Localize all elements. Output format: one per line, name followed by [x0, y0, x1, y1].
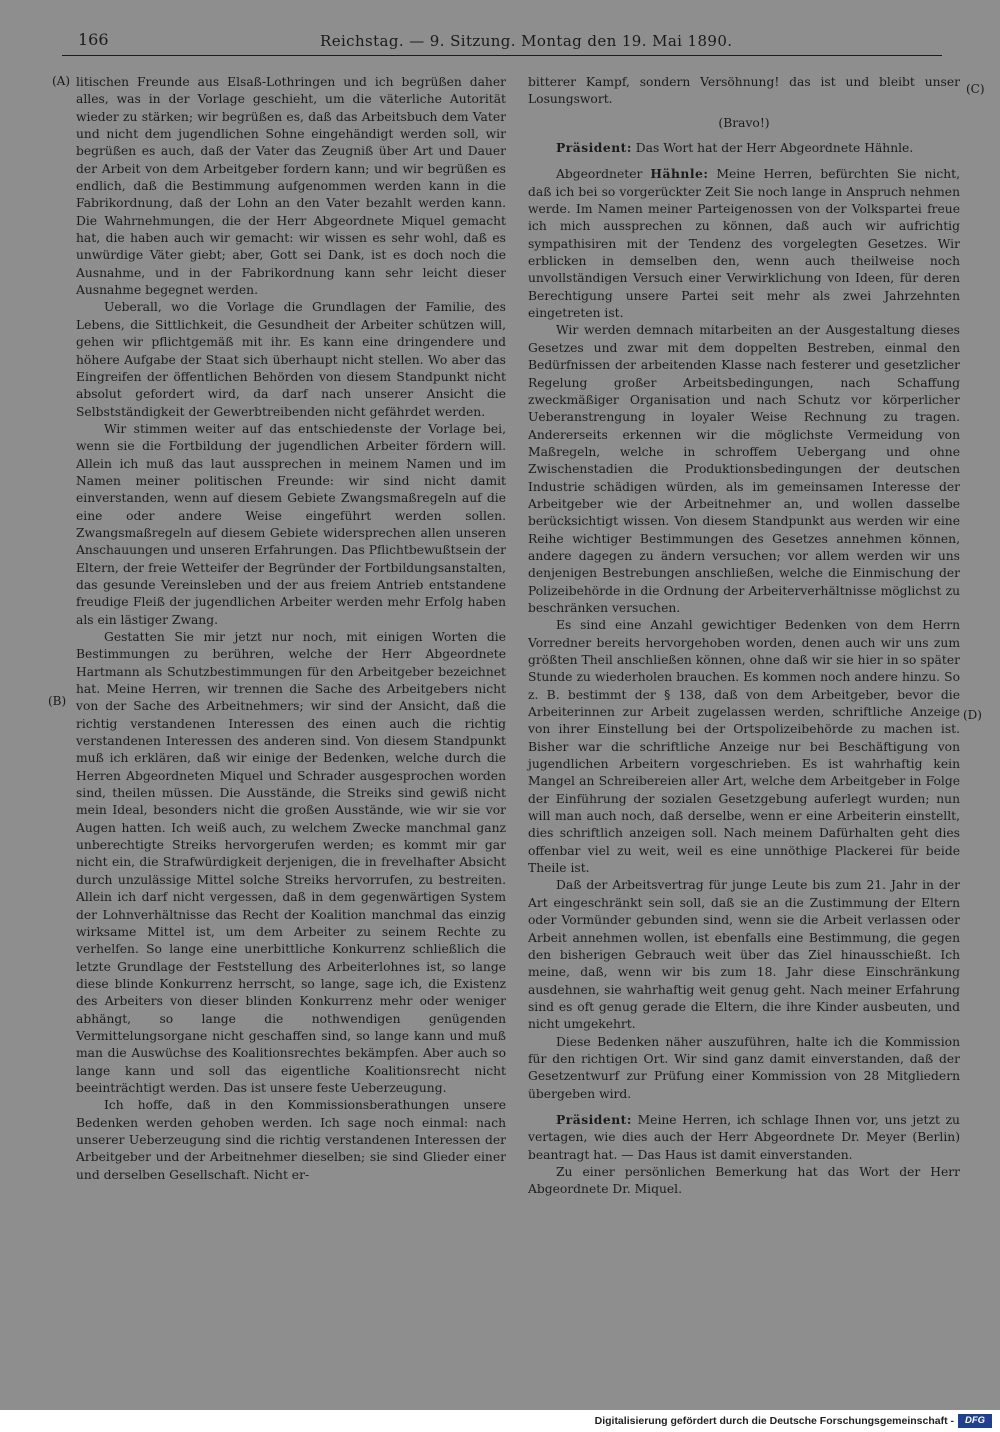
- closing-paragraph: Zu einer persönlichen Bemerkung hat das Wort der Herr Abgeordnete Dr. Miquel.: [528, 1164, 960, 1197]
- funding-notice: Digitalisierung gefördert durch die Deutsche Forschungsgemeinschaft -: [594, 1415, 954, 1427]
- margin-mark-c: (C): [966, 82, 985, 96]
- margin-mark-b: (B): [48, 694, 67, 708]
- left-paragraph-4: Gestatten Sie mir jetzt nur noch, mit einigen Worten die Bestimmungen zu berühren, welche der Herr Abgeordnete Hartmann als Schutzbestimmungen für den Arbeitgeber bezeichnet hat. Meine Herren, wir trennen die Sache des Arbeitgebers nicht von der Sache des Arbeitnehmers; wir sind der Ansicht, daß die richtig verstandenen Interessen des einen auch die richtig verstandenen Interessen des anderen sind. Von diesem Standpunkt muß ich erklären, daß wir einige der Bedenken, welche durch die Herren Abgeordneten Miquel und Schrader ausgesprochen worden sind, theilen müssen. Die Ausstände, die Streiks sind gewiß nicht mein Ideal, besonders nicht die großen Ausstände, wie wir sie vor Augen hatten. Ich weiß auch, zu welchem Zwecke manchmal ganz unberechtigte Streiks hervorgerufen werden; es kommt mir gar nicht ein, die Strafwürdigkeit derjenigen, die in frevelhafter Absicht durch unzulässige Mittel solche Streiks hervorrufen, zu bestreiten. Allein ich darf nicht vergessen, daß in dem gegenwärtigen System der Lohnverhältnisse das Recht der Koalition manchmal das einzig wirksame Mittel ist, um dem Arbeiter zu seinem Rechte zu verhelfen. So lange eine unerbittliche Konkurrenz schließlich die letzte Grundlage der Feststellung des Arbeiterlohnes ist, so lange diese blinde Konkurrenz herrscht, so lange, sage ich, die Existenz des Arbeiters von dieser blinden Konkurrenz mehr oder weniger abhängt, so lange die nothwendigen genügenden Vermittelungsorgane nicht geschaffen sind, so lange kann und muß man die Auswüchse des Koalitionsrechtes bekämpfen. Aber auch so lange kann und soll das eigentliche Koalitionsrecht nicht beeinträchtigt werden. Das ist unsere feste Ueberzeugung.: [76, 630, 506, 1095]
- applause-note: (Bravo!): [718, 115, 770, 130]
- right-paragraph-1: Wir werden demnach mitarbeiten an der Ausgestaltung dieses Gesetzes und zwar mit dem doppelten Bestreben, einmal den Bedürfnissen der arbeitenden Klasse nach festerer und gesetzlicher Regelung großer Arbeitsbedingungen, nach Schaffung zweckmäßiger Organisation und nach Schutz vor körperlicher Ueberanstrengung in loyaler Weise Rechnung zu tragen. Andererseits erkennen wir die möglichste Vermeidung von Maßregeln, welche in schroffem Uebergang und ohne Zwischenstadien die Produktionsbedingungen der deutschen Industrie schädigen würden, als im gemeinsamen Interesse der Arbeitgeber wie der Arbeitnehmer an, und wollen dasselbe berücksichtigt wissen. Von diesem Standpunkt aus werden wir eine Reihe wichtiger Bestimmungen des Gesetzes annehmen können, andere dagegen zu ändern versuchen; vor allem werden wir uns denjenigen Bestrebungen anschließen, welche die Einmischung der Polizeibehörde in die Ordnung der Arbeiterverhältnisse möglichst zu beschränken versuchen.: [528, 323, 960, 615]
- president-statement-1-text: Das Wort hat der Herr Abgeordnete Hähnle.: [635, 141, 914, 156]
- margin-mark-a: (A): [52, 74, 71, 88]
- page-header: [62, 30, 942, 56]
- page-number: 166: [78, 30, 109, 49]
- running-title: Reichstag. — 9. Sitzung. Montag den 19. Mai 1890.: [320, 32, 733, 50]
- right-paragraph-2: Es sind eine Anzahl gewichtiger Bedenken von dem Herrn Vorredner bereits hervorgehoben worden, denen auch wir uns zum größten Theil anschließen können, ohne daß wir sie hier in so später Stunde zu wiederholen brauchen. Es kommen noch andere hinzu. So z. B. bestimmt der § 138, daß von dem Arbeitgeber, bevor die Arbeiterinnen zur Arbeit zugelassen werden, schriftliche Anzeige von ihrer Einstellung bei der Ortspolizeibehörde zu machen ist. Bisher war die schriftliche Anzeige nur bei Beschäftigung von jugendlichen Arbeitern vorgeschrieben. Es ist wahrhaftig kein Mangel an Schreibereien aller Art, welche dem Arbeitgeber in Folge der Einführung der sozialen Gesetzgebung auferlegt wurden; nun will man auch noch, daß derselbe, wenn er eine Arbeiterin einstellt, dies schriftlich anzeigen soll. Nach meinem Dafürhalten geht dies offenbar viel zu weit, weil es eine unnöthige Plackerei für beide Theile ist.: [528, 618, 960, 876]
- right-column: [528, 74, 960, 1199]
- president-statement-1: [528, 139, 960, 157]
- president-statement-2-text: Meine Herren, ich schlage Ihnen vor, uns jetzt zu vertagen, wie dies auch der Herr Abgeordnete Dr. Meyer (Berlin) beantragt hat. — Das Haus ist damit einverstanden.: [528, 1112, 960, 1162]
- speaker-intro-paragraph: [528, 165, 960, 322]
- speaker-label-haehnle: Hähnle:: [650, 166, 709, 182]
- speaker-label-president-2: Präsident:: [556, 1111, 632, 1127]
- president-statement-2: [528, 1111, 960, 1164]
- left-paragraph-1: litischen Freunde aus Elsaß-Lothringen und ich begrüßen daher alles, was in der Vorlage geschieht, um die väterliche Autorität wieder zu stärken; wir begrüßen es, daß das Arbeitsbuch dem Vater und nicht dem jugendlichen Sohne eingehändigt werden soll, wir begrüßen es auch, daß der Vater das Zeugniß über Art und Dauer der Arbeit von dem Arbeitgeber fordern kann; und wir begrüßen es endlich, daß die Bestimmung aufgenommen werden kann in die Fabrikordnung, daß der Lohn an den Vater bezahlt werden kann. Die Wahrnehmungen, die der Herr Abgeordnete Miquel gemacht hat, die haben auch wir gemacht: wir wissen es sehr wohl, daß es unwürdige Väter giebt; aber, Gott sei Dank, ist es doch noch die Ausnahme, und in der Fabrikordnung kann sehr leicht dieser Ausnahme begegnet werden.: [76, 75, 506, 298]
- speaker-intro-text: Meine Herren, befürchten Sie nicht, daß ich bei so vorgerückter Zeit Sie noch lange in Anspruch nehmen werde. Im Namen meiner Parteigenossen von der Volkspartei freue ich mich aussprechen zu können, daß auch wir aufrichtig sympathisiren mit der Tendenz des vorgelegten Gesetzes. Wir erblicken in demselben den, wenn auch theilweise noch unvollständigen Versuch einer Verwirklichung von Ideen, für deren Berechtigung unsere Partei seit mehr als zwei Jahrzehnten eingetreten ist.: [528, 167, 960, 321]
- left-paragraph-5: Ich hoffe, daß in den Kommissionsberathungen unsere Bedenken werden gehoben werden. Ich sage noch einmal: nach unserer Ueberzeugung sind die richtig verstandenen Interessen der Arbeitgeber und der Arbeitnehmer dieselben; sie sind Glieder einer und derselben Gesellschaft. Nicht er-: [76, 1098, 506, 1182]
- left-paragraph-3: Wir stimmen weiter auf das entschiedenste der Vorlage bei, wenn sie die Fortbildung der jugendlichen Arbeiter fördern will. Allein ich muß das laut aussprechen in meinem Namen und im Namen meiner politischen Freunde: wir sind nicht damit einverstanden, wenn auf diesem Gebiete Zwangsmaßregeln auf die eine oder andere Weise eingeführt werden sollen. Zwangsmaßregeln auf diesem Gebiete widersprechen allen unseren Anschauungen und unseren Erfahrungen. Das Pflichtbewußtsein der Eltern, der freie Wetteifer der Begründer der Fortbildungsanstalten, das gesunde Vereinsleben und der aus freiem Antrieb entstandene freudige Fleiß der jugendlichen Arbeiter werden mehr Erfolg haben als ein lästiger Zwang.: [76, 421, 506, 627]
- footer-bar: [0, 1410, 1000, 1432]
- right-opening-text: bitterer Kampf, sondern Versöhnung! das ist und bleibt unser Losungswort.: [528, 75, 960, 107]
- left-paragraph-2: Ueberall, wo die Vorlage die Grundlagen der Familie, des Lebens, die Sittlichkeit, die Gesundheit der Arbeiter schützen will, gehen wir pflichtgemäß mit ihr. Es kann eine dringendere und höhere Aufgabe der Staat sich überhaupt nicht stellen. Wo aber das Eingreifen der öffentlichen Behörden von diesem Standpunkt nicht absolut gefordert wird, da darf nach unserer Ansicht die Selbstständigkeit der Gewerbtreibenden nicht gefährdet werden.: [76, 300, 506, 419]
- right-paragraph-4: Diese Bedenken näher auszuführen, halte ich die Kommission für den richtigen Ort. Wir sind ganz damit einverstanden, daß der Gesetzentwurf zur Prüfung einer Kommission von 28 Mitgliedern übergeben wird.: [528, 1034, 960, 1101]
- speaker-prefix: Abgeordneter: [556, 167, 643, 182]
- right-paragraph-3: Daß der Arbeitsvertrag für junge Leute bis zum 21. Jahr in der Art eingeschränkt sein soll, daß sie an die Zustimmung der Eltern oder Vormünder gebunden sind, wenn sie die Arbeit verlassen oder Arbeit annehmen wollen, ist ebenfalls eine Bestimmung, die gegen den bisherigen Gebrauch weit über das Ziel hinausschießt. Ich meine, daß, wenn wir bis zum 18. Jahr diese Einschränkung ausdehnen, sie wahrhaftig weit genug geht. Nach meiner Erfahrung sind es oft genug gerade die Eltern, die ihre Kinder ausbeuten, und nicht umgekehrt.: [528, 878, 960, 1032]
- margin-mark-d: (D): [963, 708, 982, 722]
- left-column: [76, 74, 506, 1184]
- speaker-label-president: Präsident:: [556, 140, 632, 156]
- dfg-logo: DFG: [958, 1414, 992, 1428]
